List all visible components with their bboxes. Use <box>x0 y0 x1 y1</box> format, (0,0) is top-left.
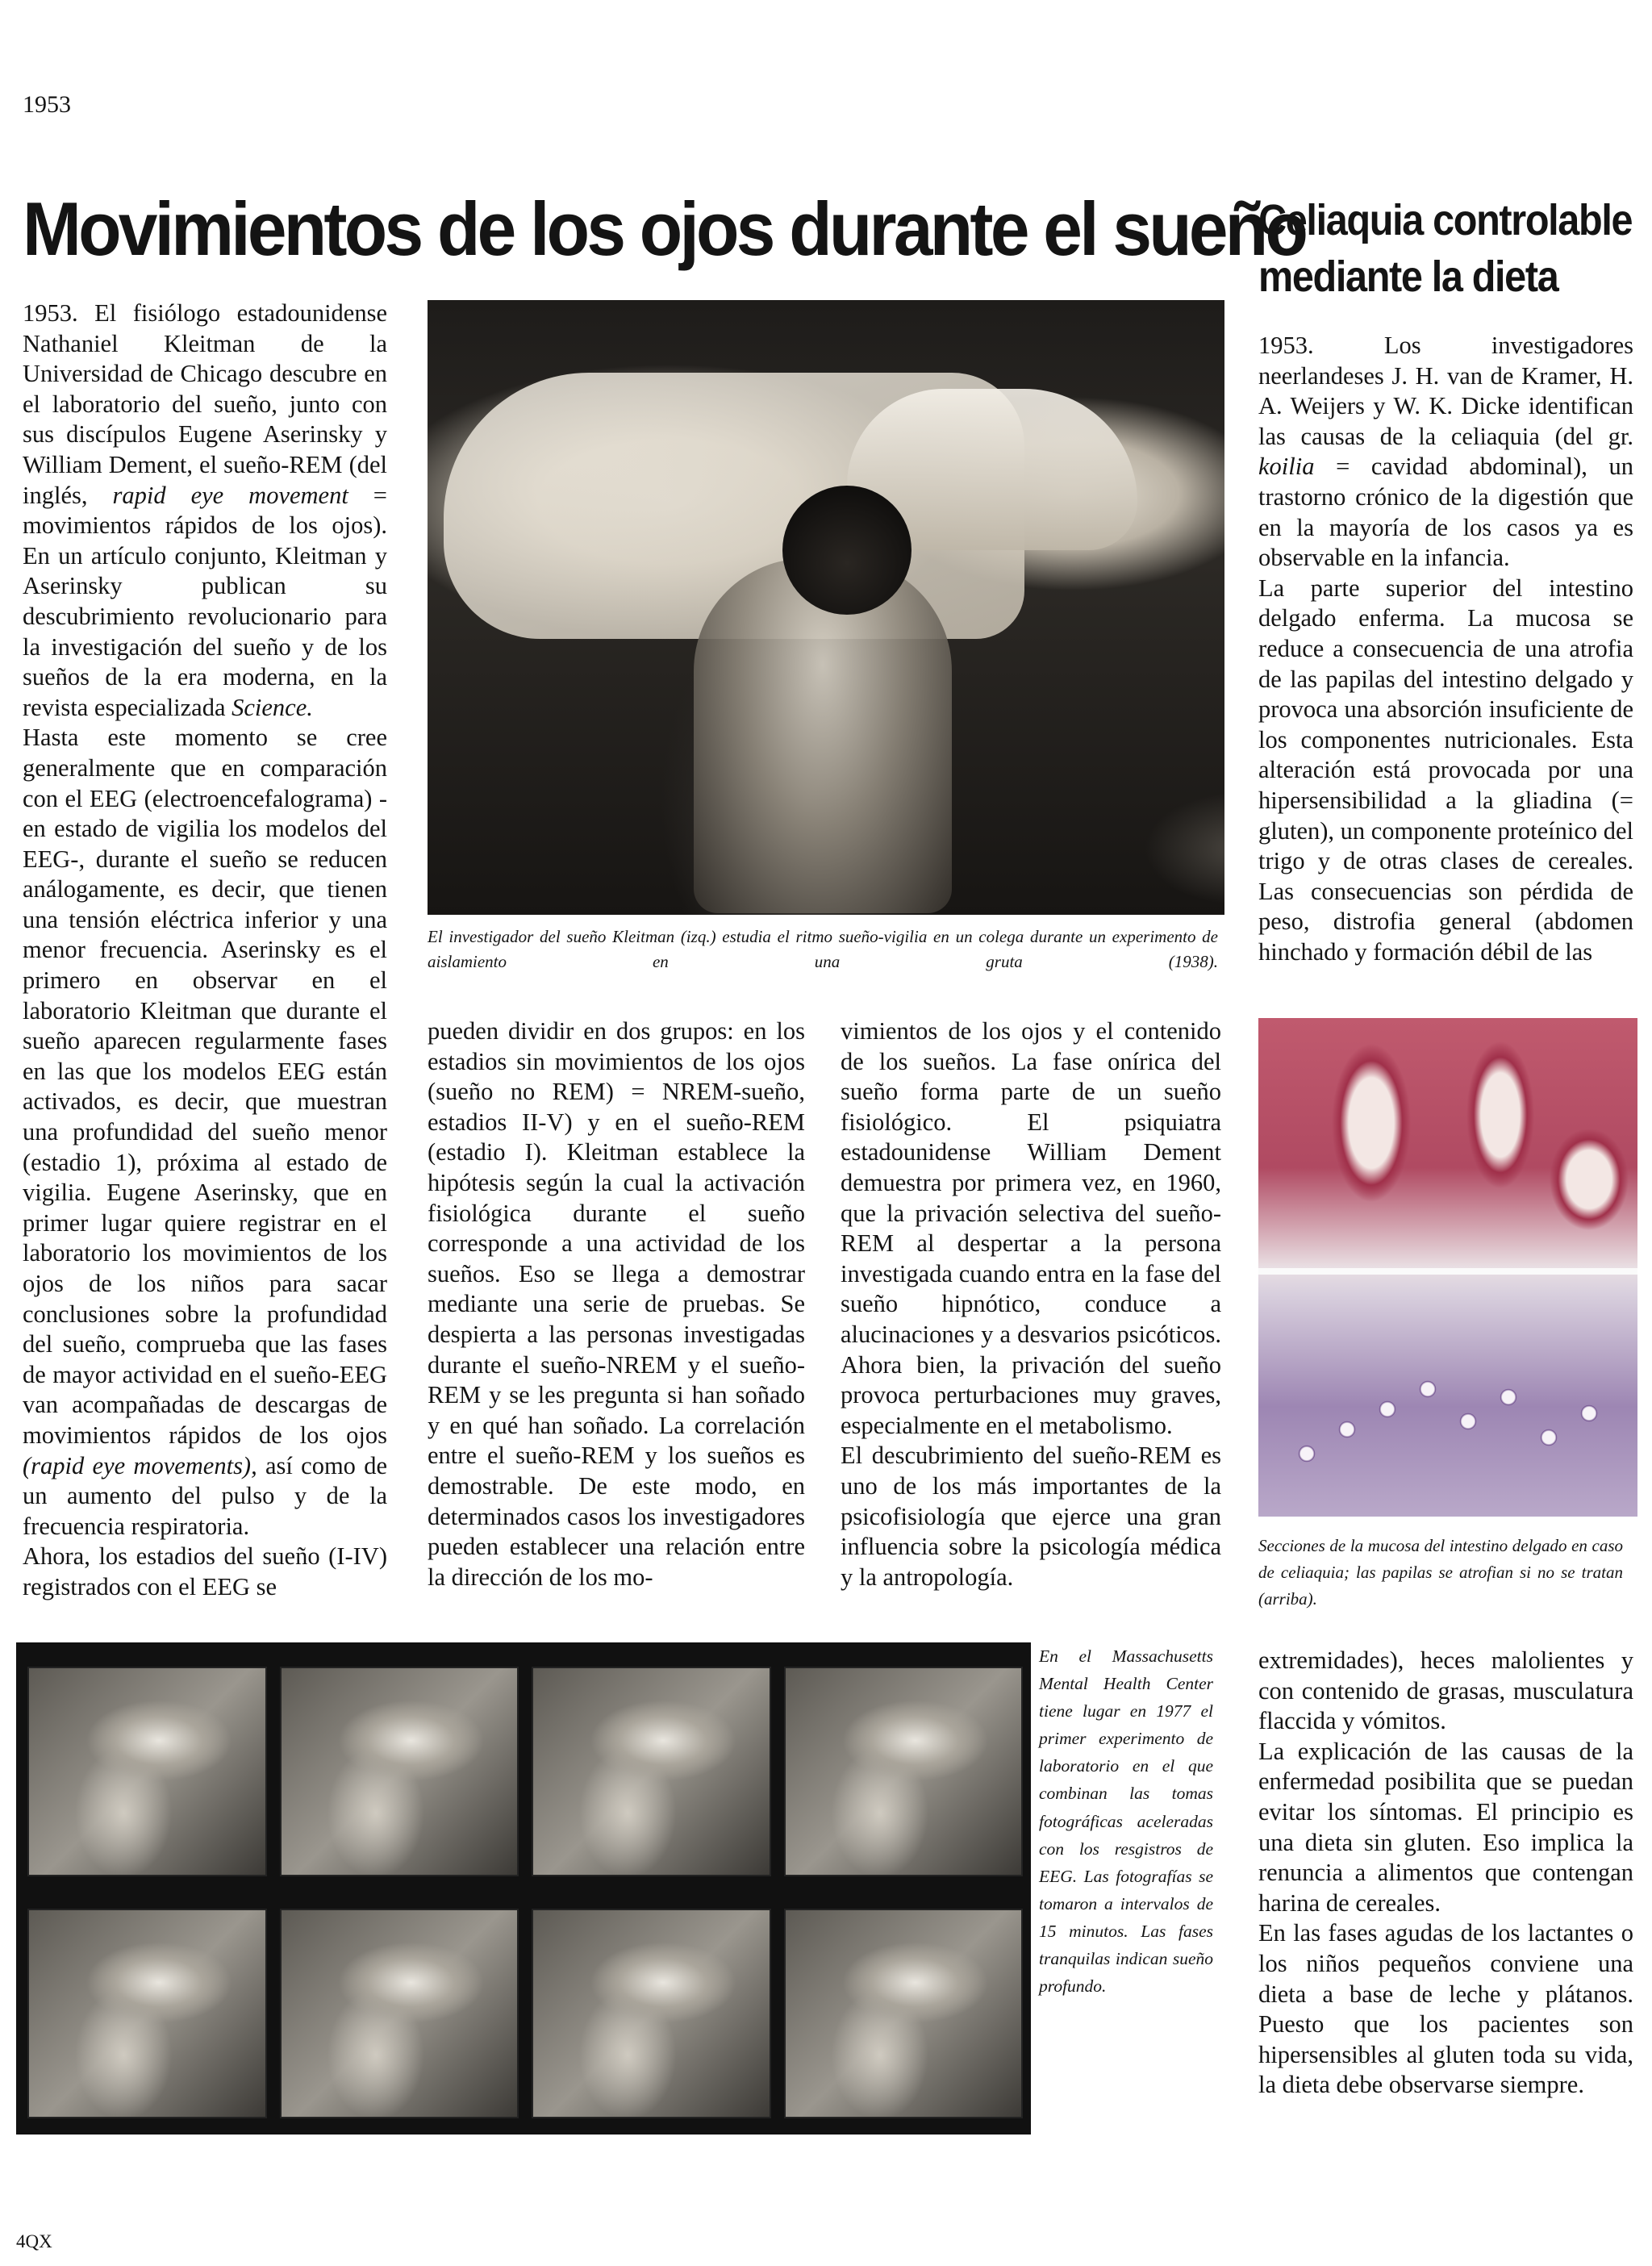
side-article-column <box>1258 331 1633 967</box>
main-paragraph-1: 1953. El fisiólogo estadounidense Nathaniel Kleitman de la Universidad de Chicago descubre en el laboratorio del sueño, junto con sus discípulos Eugene Aserinsky y William Dement, el sueño-REM (del inglés, rapid eye movement = movimientos rápidos de los ojos). En un artículo conjunto, Kleitman y Aserinsky publican su descubrimiento revolucionario para la investigación del sueño y de los sueños de la era moderna, en la revista especializada Science. <box>23 299 388 721</box>
atrophied-villi-shape <box>1258 1308 1637 1517</box>
film-frame <box>784 1667 1024 1876</box>
main-paragraph-5: vimientos de los ojos y el contenido de los sueños. La fase onírica del sueño forma parte de un sueño fisiológico. El psiquiatra estadounidense William Dement demuestra por primera vez, en 1960, que la privación selectiva del sueño-REM al despertar a la persona investigada cuando entra en la fase del sueño hipnótico, conduce a alucinaciones y a desvarios psicóticos. Ahora bien, la privación del sueño provoca perturbaciones muy graves, especialmente en el metabolismo. <box>841 1017 1221 1439</box>
intestine-mucosa-image <box>1258 1018 1637 1517</box>
film-frame <box>27 1667 267 1876</box>
main-paragraph-3: Ahora, los estadios del sueño (I-IV) registrados con el EEG se <box>23 1542 387 1600</box>
main-article-column-2 <box>428 1016 805 1592</box>
mucosa-caption: Secciones de la mucosa del intestino delgado en caso de celiaquia; las papilas se atrofian si no se tratan (arriba). <box>1258 1536 1623 1609</box>
kleitman-cave-photo <box>428 300 1224 915</box>
side-article-column-continued <box>1258 1646 1633 2101</box>
main-paragraph-4: pueden dividir en dos grupos: en los estadios sin movimientos de los ojos (sueño no REM) = NREM-sueño, estadios II-V) y en el sueño-REM (estadio I). Kleitman establece la hipótesis según la cual la activación fisiológica durante el sueño corresponde a una actividad de los sueños. Eso se llega a demostrar mediante una serie de pruebas. Se despierta a las personas investigadas durante el sueño-NREM y el sueño-REM y se les pregunta si han soñado y en qué han soñado. La correlación entre el sueño-REM y los sueños es demostrable. De este modo, en determinados casos los investigadores pueden establecer una relación entre la dirección de los mo- <box>428 1017 805 1591</box>
side-headline <box>1258 192 1633 305</box>
film-frame <box>532 1909 771 2118</box>
film-frame <box>784 1909 1024 2118</box>
page-year: 1953 <box>23 91 71 118</box>
side-paragraph-2: La parte superior del intestino delgado enferma. La mucosa se reduce a consecuencia de una atrofia de las papilas del intestino delgado y provoca una absorción insuficiente de los componentes nutricionales. Esta alteración está provocada por una hipersensibilidad a la gliadina (= gluten), un componente proteínico del trigo y de otras clases de cereales. Las consecuencias son pérdida de peso, distrofia general (abdomen hinchado y formación débil de las <box>1258 574 1633 966</box>
side-paragraph-1: 1953. Los investigadores neerlandeses J. H. van de Kramer, H. A. Weijers y W. K. Dicke identifican las causas de la celiaquia (del gr. koilia = cavidad abdominal), un trastorno crónico de la digestión que en la mayoría de los casos ya es observable en la infancia. <box>1258 332 1633 572</box>
main-paragraph-2: Hasta este momento se cree generalmente que en comparación con el EEG (electroencefalograma) -en estado de vigilia los modelos del EEG-, durante el sueño se reducen análogamente, es decir, que tienen una tensión eléctrica inferior y una menor frecuencia. Aserinsky es el primero en observar en el laboratorio Kleitman que durante el sueño aparecen regularmente fases en las que los modelos EEG están activados, es decir, que muestran una profundidad del sueño menor (estadio 1), próxima al estado de vigilia. Eugene Aserinsky, que en primer lugar quiere registrar en el laboratorio los movimientos de los ojos de los niños para sacar conclusiones sobre la profundidad del sueño, comprueba que las fases de mayor actividad en el sueño-EEG van acompañadas de descargas de movimientos rápidos de los ojos (rapid eye movements), así como de un aumento del pulso y de la frecuencia respiratoria. <box>23 724 387 1540</box>
main-article-column-1 <box>23 298 387 1603</box>
main-headline: Movimientos de los ojos durante el sueño <box>23 186 1306 271</box>
film-strip-caption: En el Massachusetts Mental Health Center tiene lugar en 1977 el primer experimento de laboratorio en el que combinan las tomas fotográficas aceleradas con los resgistros de EEG. Las fotografías se tomaron a intervalos de 15 minutos. Las fases tranquilas indican sueño profundo. <box>1039 1646 1213 1997</box>
photo-researcher-head-shape <box>782 486 912 615</box>
film-frame <box>532 1667 771 1876</box>
film-frame <box>280 1909 519 2118</box>
photo-caption: El investigador del sueño Kleitman (izq.) estudia el ritmo sueño-vigilia en un colega durante un experimento de aislamiento en una gruta (1938). <box>428 927 1218 971</box>
main-paragraph-6: El descubrimiento del sueño-REM es uno de los más importantes de la psicofisiología que ejerce una gran influencia sobre la psicología médica y la antropología. <box>841 1442 1221 1591</box>
side-paragraph-4: En las fases agudas de los lactantes o los niños pequeños conviene una dieta a base de leche y plátanos. Puesto que los pacientes son hipersensibles al gluten toda su vida, la dieta debe observarse siempre. <box>1258 1919 1633 2099</box>
side-paragraph-2-continued: extremidades), heces malolientes y con contenido de grasas, musculatura flaccida y vómitos. <box>1258 1646 1633 1735</box>
sleep-film-strip <box>16 1642 1031 2135</box>
main-article-column-3 <box>841 1016 1221 1592</box>
photo-researcher-shape <box>694 558 952 913</box>
film-frame <box>27 1909 267 2118</box>
side-headline-line1: Celiaquia controlable <box>1258 196 1633 244</box>
image-divider <box>1258 1268 1637 1275</box>
side-paragraph-3: La explicación de las causas de la enfermedad posibilita que se puedan evitar los síntomas. El principio es una dieta sin gluten. Eso implica la renuncia a alimentos que contengan harina de cereales. <box>1258 1737 1633 1917</box>
film-frame <box>280 1667 519 1876</box>
page-code: 4QX <box>16 2231 52 2251</box>
side-headline-line2: mediante la dieta <box>1258 252 1558 301</box>
